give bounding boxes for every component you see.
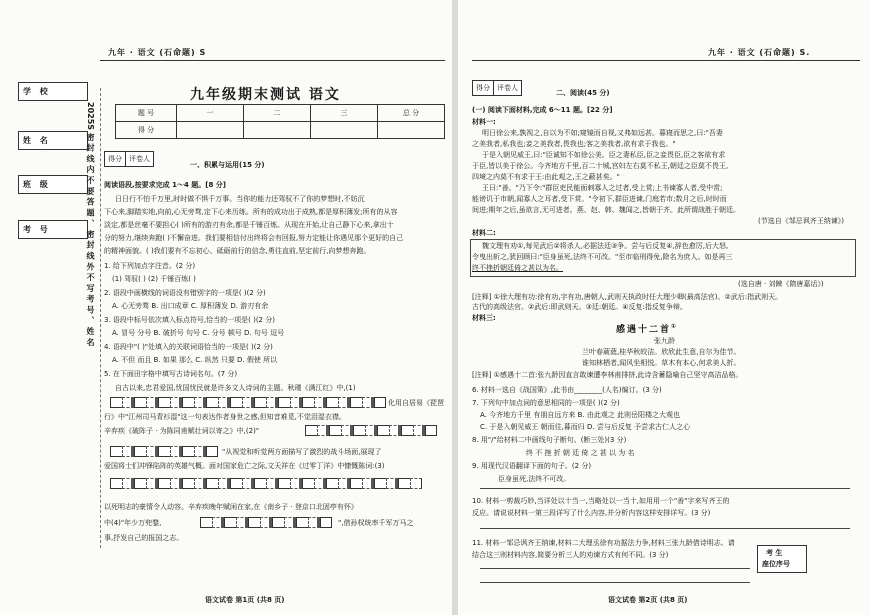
question-4-options[interactable]: A. 不但 而且 B. 如果 那么 C. 纵然 只要 D. 假使 所以	[112, 356, 278, 364]
question-11: 11. 材料一邹忌讽齐王纳谏,材料二大理丞徐有功据法力争,材料三张九龄借诗明志。请	[472, 539, 735, 547]
seal-line-text: 2025S 密 封 线 内 不 要 答 题 、 密 封 线 外 不 写 考 号 、 姓 名	[86, 102, 95, 346]
question-7-options-cd[interactable]: C. 于是入朝见威王 朝而往,暮而归 D. 尝与后反复 予尝求古仁人之心	[480, 423, 691, 431]
answer-grid-4[interactable]	[200, 517, 332, 528]
question-4: 4. 语段中"( )"处填入的关联词语恰当的一项是( )(2 分)	[104, 343, 273, 351]
material-1-line: 于是入朝见威王,曰:"臣诚知不如徐公美。臣之妻私臣,臣之妾畏臣,臣之客欲有求	[482, 151, 726, 159]
school-box: 学 校	[18, 82, 88, 101]
header-rule	[472, 60, 860, 61]
q5-line: 爱国将士们冲锋陷阵的英雄气概。面对国家危亡之际,文天祥在《过零丁洋》中慷慨陈词:(3)	[104, 462, 385, 470]
question-8: 8. 用"/"给材料二中画线句子断句。(断三处)(3 分)	[472, 436, 627, 444]
answer-line[interactable]	[480, 488, 850, 489]
question-3-options[interactable]: A. 冒号 分号 B. 破折号 句号 C. 分号 顿号 D. 句号 逗号	[112, 329, 285, 337]
poem-line: 谁知林栖者,闻风坐相悦。草木有本心,何求美人折。	[582, 359, 741, 367]
answer-grid-2b[interactable]	[110, 446, 218, 457]
note-2: [注释] ①感遇十二首:张九龄因直言敢谏遭李林甫排挤,此诗含蓄隐喻自己坚守高洁品格。	[472, 371, 743, 379]
question-2: 2. 语段中画横线的词语没有错别字的一项是( )(2 分)	[104, 289, 266, 297]
q5-line: "从视觉和听觉两方面描写了激烈的战斗场面,展现了	[222, 448, 382, 456]
material-2-underlined-sentence: 终不挫折朝廷倚之甚以为名。	[472, 264, 563, 272]
q5-line: 行》中"江州司马青衫湿"这一句表达作者身世之感,但知音难觅,不觉泪湿衣襟。	[104, 413, 346, 421]
question-6[interactable]: 6. 材料一选自《战国策》,此书由________(人名)编订。(3 分)	[472, 386, 662, 394]
page-header-right: 九年 · 语文 (石命题) S.	[708, 48, 811, 57]
material-1-line: 明日徐公来,孰视之,自以为不如;窥镜而自视,又弗如远甚。暮寝而思之,曰:"吾妻	[482, 129, 723, 137]
note-1-cont: 古代的高级法官。②武后:即武则天。③廷:朝廷。④反复:指反复争辩。	[472, 303, 687, 311]
material-1-line: 四境之内莫不有求于王:由此观之,王之蔽甚矣。"	[472, 173, 620, 181]
material-2-line: 魏文理有劝①,每见武后②将杀人,必据法廷③争。尝与后反复④,辞色愈厉,后大怒,	[482, 242, 729, 250]
q5-line: 以死明志的豪情令人动容。辛弃疾晚年赋闲在家,在《南乡子 · 登京口北固亭有怀》	[104, 503, 358, 511]
material-1-line: 王曰:"善。"乃下令:"群臣吏民能面刺寡人之过者,受上赏;上书谏寡人者,受中赏;	[482, 184, 723, 192]
poem-title: 感遇十二首①	[616, 323, 679, 335]
question-10-cont: 反应。请说说材料一第三段详写了什么内容,并分析内容这样安排详写。(3 分)	[472, 509, 711, 517]
question-9: 9. 用现代汉语翻译下面的句子。(2 分)	[472, 462, 592, 470]
material-1-line: 之美我者,私我也;妾之美我者,畏我也;客之美我者,欲有求于我也。"	[472, 140, 676, 148]
q5-line: 化用自居易《琵琶	[388, 399, 444, 407]
q5-line: 自古以来,忠君爱国,忧国忧民就是许多文人诗词的主题。秋瑾《满江红》中,(1)	[115, 384, 356, 392]
passage-line: 淡定,都是丝毫不要担心( )所有的游刃有余,都是千锤百炼。从现在开始,让自己静下心来,拿出十	[104, 221, 394, 229]
question-9-sentence: 臣身虽死,法终不可改。	[498, 475, 571, 483]
score-cell[interactable]	[311, 122, 378, 139]
material-1-line: 能谤讥于市朝,闻寡人之耳者,受下赏。"令初下,群臣进谏,门庭若市;数月之后,时时而	[472, 195, 727, 203]
answer-line[interactable]	[480, 582, 750, 583]
material-2-line: 令曳出斩之,犹回顾曰:"臣身虽死,法终不可改。"至市临刑得免,除名为庶人。如是再三	[472, 253, 733, 261]
poem-line: 兰叶春葳蕤,桂华秋皎洁。欣欣此生意,自尔为佳节。	[582, 348, 741, 356]
header-rule	[100, 60, 445, 61]
question-1-options[interactable]: (1) 驾驭( ) (2) 千锤百炼( )	[112, 275, 196, 283]
question-10: 10. 材料一剪裁巧妙,当详处以十当一,当略处以一当十,如用用一个"善"字来写齐王的	[472, 497, 730, 505]
page-header-left: 九年 · 语文 (石命题) S	[108, 48, 207, 57]
material-1-label: 材料一:	[472, 118, 496, 126]
material-2-label: 材料二:	[472, 229, 496, 237]
answer-grid-1[interactable]	[110, 397, 386, 408]
question-3: 3. 语段中标号依次填入标点符号,恰当的一项是( )(2 分)	[104, 316, 275, 324]
exam-page-2	[458, 0, 870, 615]
answer-grid-2a[interactable]	[305, 425, 437, 436]
page-footer-right: 语文试卷 第2页 (共8 页)	[608, 596, 688, 604]
material-1-line: 于臣,皆以美于徐公。今齐地方千里,百二十城,宫妇左右莫不私王,朝廷之臣莫不畏王,	[472, 162, 729, 170]
grader-box: 得分 评卷人	[104, 151, 154, 167]
q5-line: ",借孙权统率千军万马之	[338, 519, 414, 527]
q5-line: 事,抒发自己的报国之志。	[104, 534, 184, 542]
question-1: 1. 给下列加点字注音。(2 分)	[104, 262, 196, 270]
name-box: 姓 名	[18, 131, 88, 150]
question-7-options-ab[interactable]: A. 今齐地方千里 有朋自远方来 B. 由此观之 此则岳阳楼之大观也	[480, 411, 681, 419]
passage-line: 分的努力,继续奔跑( )不懈奋进。我们要相信付出终将会有回报,努力定能让你遇见那个更好的自己	[104, 234, 404, 242]
material-2-source: (选自唐 · 刘餗《隋唐嘉话》)	[738, 280, 824, 288]
part-1-intro: (一) 阅读下面材料,完成 6～11 题。[22 分]	[472, 106, 613, 114]
exam-title: 九年级期末测试 语文	[190, 87, 341, 103]
answer-line[interactable]	[480, 528, 850, 529]
material-1-source: (节选自《邹忌讽齐王纳谏》)	[758, 217, 844, 225]
answer-grid-3[interactable]	[110, 478, 422, 489]
exam-no-box: 考 号	[18, 220, 88, 239]
material-3-label: 材料三:	[472, 314, 496, 322]
score-cell[interactable]	[378, 122, 445, 139]
passage-line: 的精神面貌。( )我们要有不忘初心、砥砺前行的信念,勇往直前,坚定前行,向梦想奔跑。	[104, 247, 371, 255]
passage-line: 日日行不怕千万里,时时做不惧千万事。当你的能力还驾驭不了你的梦想时,不妨沉	[115, 195, 365, 203]
question-7: 7. 下列句中加点词的意思相同的一项是( )(2 分)	[472, 399, 620, 407]
q5-line: 辛弃疾《破阵子 · 为陈同甫赋壮词以寄之》中,(2)"	[104, 427, 260, 435]
q5-line: 中(4)"年少万兜鍪,	[104, 519, 162, 527]
question-8-sentence[interactable]: 终 不 挫 折 朝 廷 倚 之 甚 以 为 名	[526, 449, 635, 457]
question-11-cont: 结合这三则材料内容,简要分析三人的劝谏方式有何不同。(3 分)	[472, 551, 669, 559]
question-5: 5. 在下面田字格中填写古诗词名句。(7 分)	[104, 370, 238, 378]
passage-line: 下心来,脚踏实地,向前,心无旁骛,定下心来历练。所有的成功出于成熟,都是厚积薄发;所有的从容	[104, 208, 398, 216]
class-box: 班 级	[18, 175, 88, 194]
score-cell[interactable]	[244, 122, 311, 139]
material-1-line: 间进;期年之后,虽欲言,无可进者。燕、赵、韩、魏闻之,皆朝于齐。此所谓战胜于朝廷。	[472, 206, 741, 214]
seat-number-box[interactable]: 考 生 座位序号	[757, 545, 807, 573]
poem-author: 张九龄	[654, 337, 675, 345]
seal-dashed-line	[100, 88, 101, 548]
section-1-heading: 一、积累与运用(15 分)	[190, 161, 265, 169]
score-table: 题 号 一 二 三 总 分 得 分	[115, 104, 445, 139]
section-2-heading: 二、阅读(45 分)	[556, 89, 610, 97]
answer-line[interactable]	[480, 568, 750, 569]
score-cell[interactable]	[177, 122, 244, 139]
grader-box: 得分 评卷人	[472, 80, 522, 96]
note-1: [注释] ①徐大理有功:徐有功,字有功,唐朝人,武则天执政时任大理少卿(最高法官)。②武后:指武则天。	[472, 293, 783, 301]
question-2-options[interactable]: A. 心无旁骛 B. 出口成章 C. 厚积薄发 D. 游刃有余	[112, 302, 269, 310]
page-footer-left: 语文试卷 第1页 (共8 页)	[205, 596, 285, 604]
reading-intro: 阅读语段,按要求完成 1～4 题。[8 分]	[104, 181, 226, 189]
